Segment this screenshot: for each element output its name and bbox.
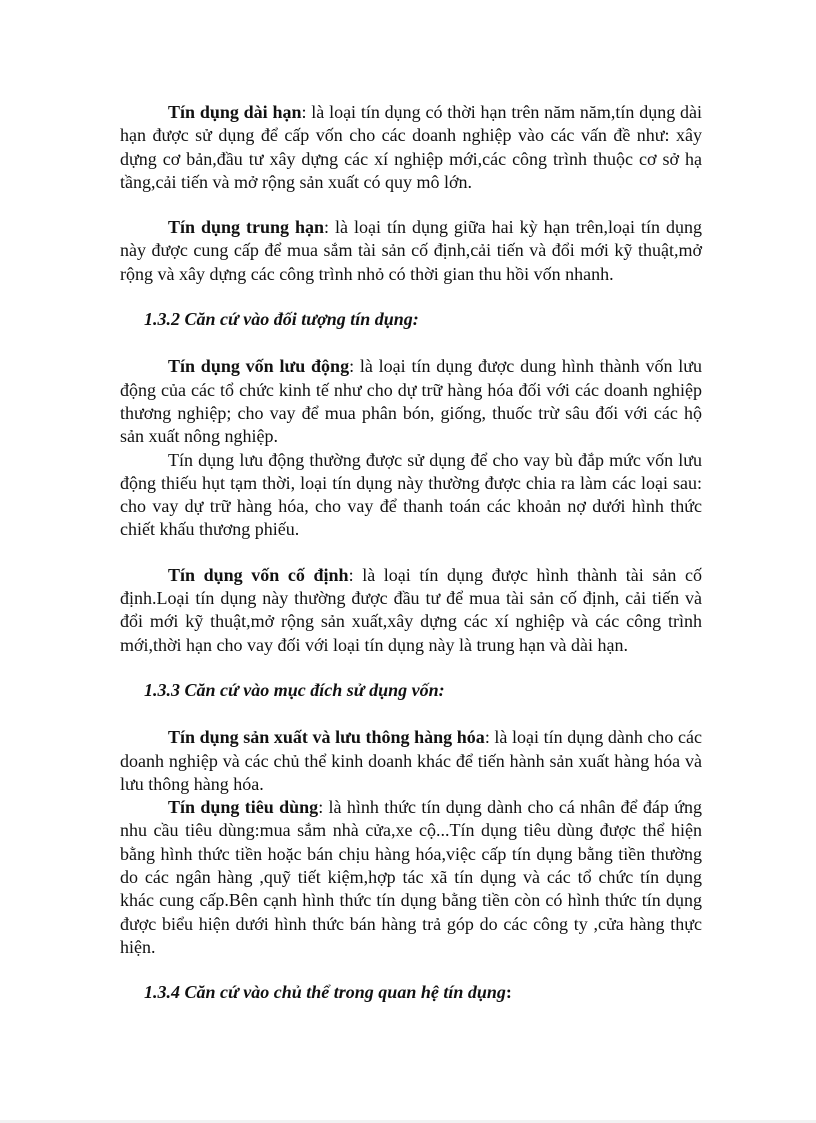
heading-1-3-4-colon: : (505, 982, 512, 1003)
paragraph-medium-term-credit (120, 216, 702, 286)
text-working-capital-usage: Tín dụng lưu động thường được sử dụng để cho vay bù đắp mức vốn lưu động thiếu hụt tạm thời, loại tín dụng này thường được chia ra làm các loại sau: cho vay dự trữ hàng hóa, cho vay để thanh toán các khoản nợ dưới hình thức chiết khấu thương phiếu. (120, 449, 702, 540)
text-long-term-credit: : là loại tín dụng có thời hạn trên năm năm,tín dụng dài hạn được sử dụng để cấp vốn cho các doanh nghiệp vào các vấn đề như: xây dựng cơ bản,đầu tư xây dựng các xí nghiệp mới,các công trình thuộc cơ sở hạ tầng,cải tiến và mở rộng sản xuất có quy mô lớn. (120, 102, 702, 192)
text-fixed-capital-credit: : là loại tín dụng được hình thành tài sản cố định.Loại tín dụng này thường được đầu tư để mua tài sản cố định, cải tiến và đổi mới kỹ thuật,mở rộng sản xuất,xây dựng các xí nghiệp và các công trình mới,thời hạn cho vay đối với loại tín dụng này là trung hạn và dài hạn. (120, 564, 702, 655)
text-production-credit: : là loại tín dụng dành cho các doanh nghiệp và các chủ thể kinh doanh khác để tiến hành sản xuất hàng hóa và lưu thông hàng hóa. (120, 727, 703, 794)
heading-1-3-2: 1.3.2 Căn cứ vào đối tượng tín dụng: (144, 309, 419, 330)
paragraph-working-capital-usage (120, 449, 702, 542)
paragraph-consumer-credit (120, 796, 702, 959)
heading-1-3-3: 1.3.3 Căn cứ vào mục đích sử dụng vốn: (144, 679, 445, 700)
heading-1-3-4-title: 1.3.4 Căn cứ vào chủ thể trong quan hệ tín dụng (144, 982, 506, 1003)
text-consumer-credit: : là hình thức tín dụng dành cho cá nhân để đáp ứng nhu cầu tiêu dùng:mua sắm nhà cửa,xe cộ...Tín dụng tiêu dùng được thể hiện bằng hình thức tiền hoặc bán chịu hàng hóa,việc cấp tín dụng bằng tiền thường do các ngân hàng ,quỹ tiết kiệm,hợp tác xã tín dụng và các tổ chức tín dụng khác cung cấp.Bên cạnh hình thức tín dụng bằng tiền còn có hình thức tín dụng được biểu hiện dưới hình thức bán hàng trả góp do các công ty ,cửa hàng thực hiện. (120, 797, 703, 957)
heading-1-3-4 (120, 981, 702, 1004)
term-production-credit: Tín dụng sản xuất và lưu thông hàng hóa (168, 727, 485, 748)
paragraph-production-credit (120, 726, 702, 796)
text-working-capital-credit: : là loại tín dụng được dung hình thành vốn lưu động của các tổ chức kinh tế như cho dự trữ hàng hóa đối với các doanh nghiệp thương nghiệp; cho vay để mua phân bón, giống, thuốc trừ sâu đối với các hộ sản xuất nông nghiệp. (120, 356, 702, 447)
paragraph-working-capital-credit (120, 355, 702, 448)
term-fixed-capital-credit: Tín dụng vốn cố định (168, 564, 349, 585)
term-medium-term-credit: Tín dụng trung hạn (168, 217, 325, 238)
term-consumer-credit: Tín dụng tiêu dùng (168, 797, 319, 818)
term-working-capital-credit: Tín dụng vốn lưu động (168, 356, 350, 377)
term-long-term-credit: Tín dụng dài hạn (168, 102, 302, 122)
document-body (120, 101, 702, 1005)
paragraph-fixed-capital-credit (120, 564, 702, 657)
text-medium-term-credit: : là loại tín dụng giữa hai kỳ hạn trên,loại tín dụng này được cung cấp để mua sắm tài sản cố định,cải tiến và đổi mới kỹ thuật,mở rộng và xây dựng các công trình nhỏ có thời gian thu hồi vốn nhanh. (120, 217, 703, 284)
paragraph-long-term-credit (120, 101, 702, 194)
